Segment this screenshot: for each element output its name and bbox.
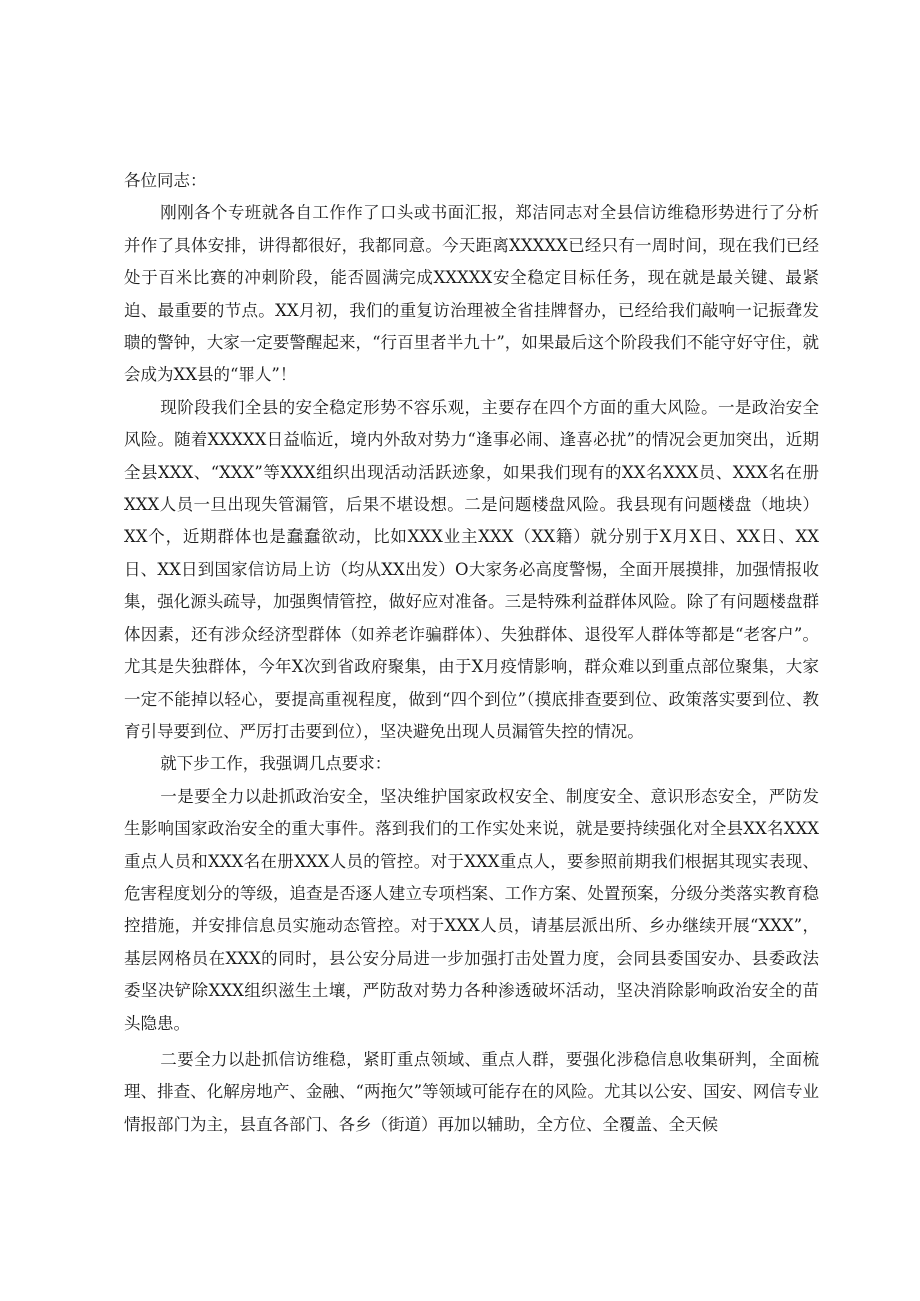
paragraph-political-security: 一是要全力以赴抓政治安全，坚决维护国家政权安全、制度安全、意识形态安全，严防发生影响国家政治安全的重大事件。落到我们的工作实处来说，就是要持续强化对全县XX名XXX重点人员和XXX名在册XXX人员的管控。对于XXX重点人，要参照前期我们根据其现实表现、危害程度划分的等级，追查是否逐人建立专项档案、工作方案、处置预案，分级分类落实教育稳控措施，并安排信息员实施动态管控。对于XXX人员，请基层派出所、乡办继续开展“XXX”，基层网格员在XXX的同时，县公安分局进一步加强打击处置力度，会同县委国安办、县委政法委坚决铲除XXX组织滋生土壤，严防敌对势力各种渗透破坏活动，坚决消除影响政治安全的苗头隐患。 (124, 786, 819, 1033)
paragraph-opening: 刚刚各个专班就各自工作作了口头或书面汇报，郑洁同志对全县信访维稳形势进行了分析并作了具体安排，讲得都很好，我都同意。今天距离XXXXX已经只有一周时间，现在我们已经处于百米比赛的冲刺阶段，能否圆满完成XXXXX安全稳定目标任务，现在就是最关键、最紧迫、最重要的节点。XX月初，我们的重复访治理被全省挂牌督办，已经给我们敲响一记振聋发聩的警钟，大家一定要警醒起来，“行百里者半九十”，如果最后这个阶段我们不能守好守住，就会成为XX县的“罪人”！ (124, 203, 819, 385)
paragraph-requirements-intro: 就下步工作，我强调几点要求： (160, 754, 392, 774)
paragraph-risks: 现阶段我们全县的安全稳定形势不容乐观，主要存在四个方面的重大风险。一是政治安全风险。随着XXXXX日益临近，境内外敌对势力“逢事必闹、逢喜必扰”的情况会更加突出，近期全县XXX、“XXX”等XXX组织出现活动活跃迹象，如果我们现有的XX名XXX员、XXX名在册XXX人员一旦出现失管漏管，后果不堪设想。二是问题楼盘风险。我县现有问题楼盘（地块）XX个，近期群体也是蠢蠢欲动，比如XXX业主XXX（XX籍）就分别于X月X日、XX日、XX日、XX日到国家信访局上访（均从XX出发）O大家务必高度警惕，全面开展摸排，加强情报收集，强化源头疏导，加强舆情管控，做好应对准备。三是特殊利益群体风险。除了有问题楼盘群体因素，还有涉众经济型群体（如养老诈骗群体）、失独群体、退役军人群体等都是“老客户”。尤其是失独群体，今年X次到省政府聚集，由于X月疫情影响，群众难以到重点部位聚集，大家一定不能掉以轻心，要提高重视程度，做到“四个到位”（摸底排查要到位、政策落实要到位、教育引导要到位、严厉打击要到位），坚决避免出现人员漏管失控的情况。 (124, 397, 819, 741)
salutation: 各位同志： (124, 171, 207, 190)
speech-body (124, 165, 819, 1141)
paragraph-petition-stability: 二要全力以赴抓信访维稳，紧盯重点领域、重点人群，要强化涉稳信息收集研判，全面梳理、排查、化解房地产、金融、“两拖欠”等领域可能存在的风险。尤其以公安、国安、网信专业情报部门为主，县直各部门、各乡（街道）再加以辅助，全方位、全覆盖、全天候 (124, 1049, 819, 1134)
